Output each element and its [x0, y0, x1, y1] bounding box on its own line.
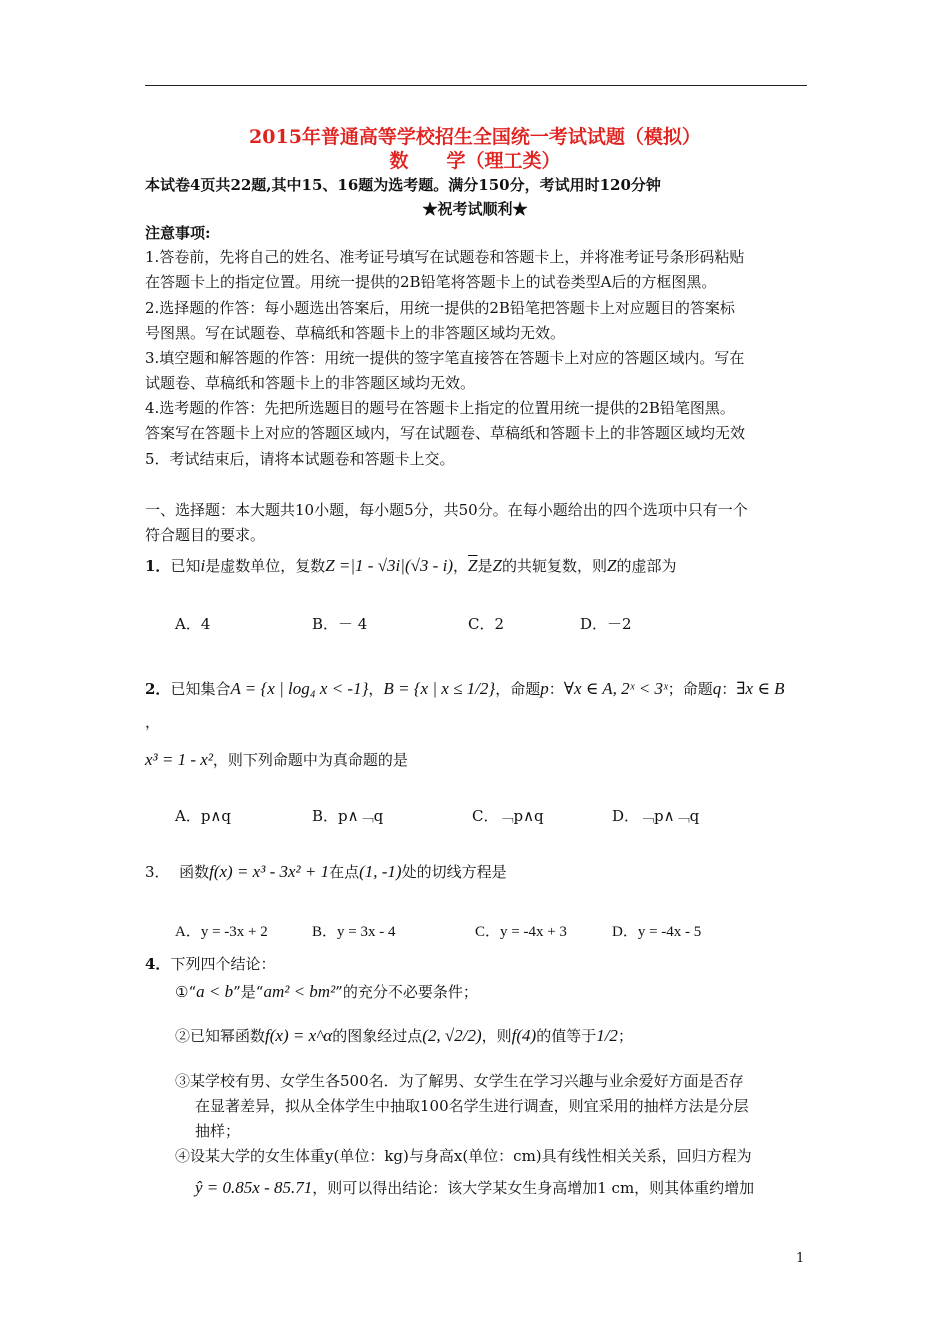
option-d[interactable]: D．－2 — [580, 615, 632, 633]
notes-line: 试题卷、草稿纸和答题卡上的非答题区域均无效。 — [145, 374, 476, 392]
set-b: B = {x | x ≤ 1/2} — [383, 679, 496, 698]
notes-line: 答案写在答题卡上对应的答题区域内，写在试题卷、草稿纸和答题卡上的非答题区域均无效 — [145, 424, 746, 442]
notes-heading: 注意事项: — [145, 224, 211, 242]
option-d[interactable]: D．﹁p∧﹁q — [612, 807, 700, 825]
statement-1: ①“a < b”是“am² < bm²”的充分不必要条件； — [175, 982, 478, 1001]
question-3: 3． 函数f(x) = x³ - 3x² + 1在点(1, -1)处的切线方程是 — [145, 862, 507, 881]
exam-info: 本试卷4页共22题,其中15、16题为选考题。满分150分，考试用时120分钟 — [145, 176, 661, 194]
set-a: A = {x | log₄ x < -1} — [230, 679, 369, 698]
statement-4-cont: ŷ = 0.85x - 85.71，则可以得出结论：该大学某女生身高增加1 cm，则其体重约增加 — [195, 1178, 755, 1197]
option-a[interactable]: A．p∧q — [175, 807, 232, 825]
statement-3-cont: 抽样； — [195, 1122, 241, 1140]
question-number: 3． — [145, 863, 170, 881]
notes-line: 在答题卡上的指定位置。用统一提供的2B铅笔将答题卡上的试卷类型A后的方框图黑。 — [145, 273, 717, 291]
notes-line: 4.选考题的作答：先把所选题目的题号在答题卡上指定的位置用统一提供的2B铅笔图黑。 — [145, 399, 735, 417]
question-1: 1．已知i是虚数单位，复数Z =|1 - √3i|(√3 - i)，$\overline{Z}$是Z的共轭复数，则Z的虚部为 — [145, 556, 677, 575]
exam-wish: ★祝考试顺利★ — [422, 200, 528, 218]
question-4: 4．下列四个结论： — [145, 955, 276, 973]
regression-equation: ŷ = 0.85x - 85.71 — [195, 1178, 313, 1197]
statement-3: ③某学校有男、女学生各500名．为了解男、女学生在学习兴趣与业余爱好方面是否存 — [175, 1072, 744, 1090]
point: (1, -1) — [359, 862, 402, 881]
statement-2: ②已知幂函数f(x) = x^α的图象经过点(2, √2/2)，则f(4)的值等于1/2； — [175, 1026, 633, 1045]
notes-line: 1.答卷前，先将自己的姓名、准考证号填写在试题卷和答题卡上，并将准考证号条形码粘贴 — [145, 248, 745, 266]
option-b[interactable]: B．－ 4 — [312, 615, 368, 633]
notes-line: 5．考试结束后，请将本试题卷和答题卡上交。 — [145, 450, 455, 468]
proposition-q: ∃x ∈ B — [736, 679, 785, 698]
notes-line: 3.填空题和解答题的作答：用统一提供的签字笔直接答在答题卡上对应的答题区域内。写在 — [145, 349, 745, 367]
option-b[interactable]: B．p∧﹁q — [312, 807, 384, 825]
equation: x³ = 1 - x² — [145, 750, 213, 769]
question-2-cont: x³ = 1 - x²，则下列命题中为真命题的是 — [145, 750, 408, 769]
notes-line: 2.选择题的作答：每小题选出答案后，用统一提供的2B铅笔把答题卡上对应题目的答案标 — [145, 299, 735, 317]
notes-line: 号图黑。写在试题卷、草稿纸和答题卡上的非答题区域均无效。 — [145, 324, 566, 342]
option-b[interactable]: B．y = 3x - 4 — [312, 924, 396, 940]
statement-4: ④设某大学的女生体重y(单位：kg)与身高x(单位：cm)具有线性相关关系，回归方程为 — [175, 1147, 752, 1165]
exam-subject: 数 学（理工类） — [389, 150, 561, 172]
complex-expression: Z =|1 - √3i|(√3 - i) — [325, 556, 453, 575]
option-c[interactable]: C．y = -4x + 3 — [475, 924, 567, 940]
page-number: 1 — [796, 1251, 805, 1266]
option-a[interactable]: A．y = -3x + 2 — [175, 924, 268, 940]
question-number: 4． — [145, 955, 171, 973]
exam-title: 2015年普通高等学校招生全国统一考试试题（模拟） — [249, 126, 701, 148]
section-intro: 一、选择题：本大题共10小题，每小题5分，共50分。在每小题给出的四个选项中只有一个 — [145, 501, 748, 519]
option-a[interactable]: A．4 — [175, 615, 211, 633]
function-expression: f(x) = x³ - 3x² + 1 — [209, 862, 330, 881]
question-number: 2． — [145, 680, 171, 698]
statement-3-cont: 在显著差异，拟从全体学生中抽取100名学生进行调查，则宜采用的抽样方法是分层 — [195, 1097, 749, 1115]
option-c[interactable]: C．2 — [468, 615, 505, 633]
question-number: 1． — [145, 557, 171, 575]
section-intro-cont: 符合题目的要求。 — [145, 526, 266, 544]
question-2: 2．已知集合A = {x | log₄ x < -1}，B = {x | x ≤ 1/2}，命题p：∀x ∈ A, 2ˣ < 3ˣ；命题q：∃x ∈ B — [145, 679, 785, 698]
wrap-comma: ， — [145, 713, 161, 731]
proposition-p: ∀x ∈ A, 2ˣ < 3ˣ — [563, 679, 668, 698]
header-rule — [145, 85, 807, 86]
option-d[interactable]: D．y = -4x - 5 — [612, 924, 702, 940]
option-c[interactable]: C．﹁p∧q — [472, 807, 544, 825]
